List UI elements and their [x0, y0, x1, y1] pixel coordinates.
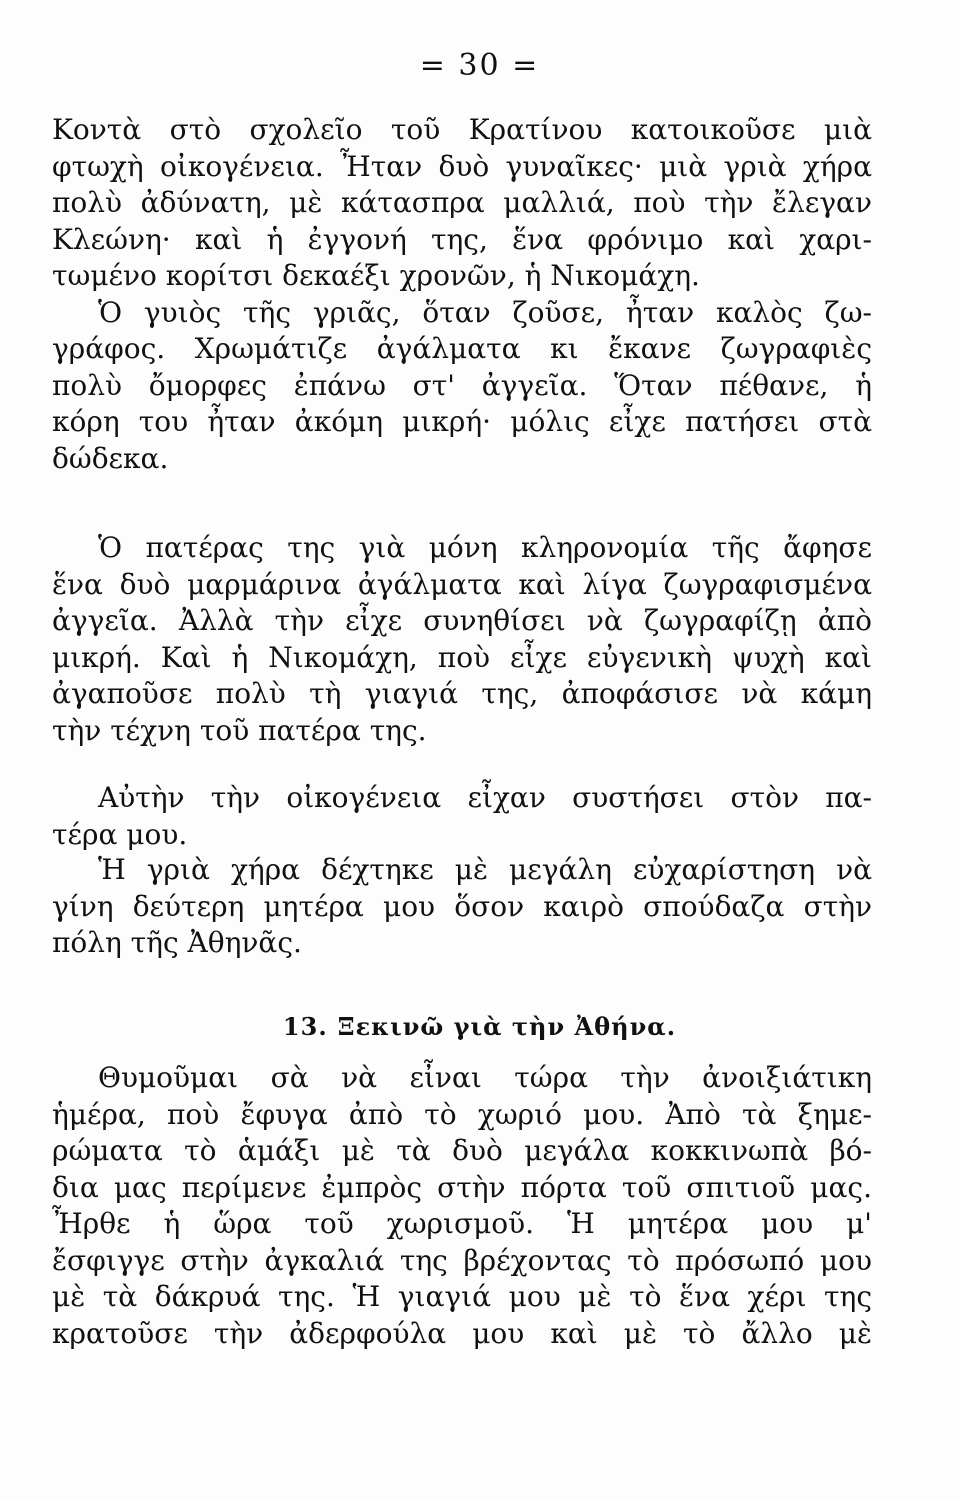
text-line: γράφος. Χρωμάτιζε ἀγάλματα κι ἔκανε ζωγραφιὲς	[52, 332, 872, 365]
text-line: Αὐτὴν τὴν οἰκογένεια εἶχαν συστήσει στὸν πα-	[98, 781, 872, 814]
text-line: φτωχὴ οἰκογένεια. Ἦταν δυὸ γυναῖκες· μιὰ γριὰ χήρα	[52, 149, 872, 183]
text-line: Ὁ γυιὸς τῆς γριᾶς, ὅταν ζοῦσε, ἦταν καλὸς ζω-	[98, 295, 872, 329]
text-line: Ἡ γριὰ χήρα δέχτηκε μὲ μεγάλη εὐχαρίστηση νὰ	[98, 853, 872, 886]
text-line: δια μας περίμενε ἐμπρὸς στὴν πόρτα τοῦ σπιτιοῦ μας.	[52, 1170, 872, 1204]
text-line: Κοντὰ στὸ σχολεῖο τοῦ Κρατίνου κατοικοῦσε μιὰ	[52, 113, 872, 146]
paragraph-2	[52, 530, 872, 749]
text-line: πολὺ ὄμορφες ἐπάνω στ' ἀγγεῖα. Ὅταν πέθανε, ἡ	[52, 368, 872, 402]
text-line: ρώματα τὸ ἁμάξι μὲ τὰ δυὸ μεγάλα κοκκινωπὰ βό-	[52, 1134, 872, 1167]
paragraph-1	[52, 112, 872, 477]
paragraph-3	[52, 780, 872, 853]
text-line: Κλεώνη· καὶ ἡ ἐγγονή της, ἕνα φρόνιμο καὶ χαρι-	[52, 222, 872, 256]
text-line: δώδεκα.	[52, 441, 169, 475]
text-line: μικρή. Καὶ ἡ Νικομάχη, ποὺ εἶχε εὐγενικὴ ψυχὴ καὶ	[52, 640, 872, 674]
page-number: = 30 =	[419, 48, 540, 83]
text-line: τωμένο κορίτσι δεκαέξι χρονῶν, ἡ Νικομάχη.	[52, 259, 700, 292]
text-line: κόρη του ἦταν ἀκόμη μικρή· μόλις εἶχε πατήσει στὰ	[52, 405, 872, 438]
text-line: Θυμοῦμαι σὰ νὰ εἶναι τώρα τὴν ἀνοιξιάτικη	[98, 1061, 872, 1094]
section-title: Ξεκινῶ γιὰ τὴν Ἀθήνα.	[337, 1012, 677, 1041]
section-number: 13.	[282, 1012, 328, 1041]
text-line: ἀγαποῦσε πολὺ τὴ γιαγιά της, ἀποφάσισε νὰ κάμη	[52, 677, 872, 710]
section-heading	[0, 1012, 959, 1041]
text-line: ἔσφιγγε στὴν ἀγκαλιά της βρέχοντας τὸ πρόσωπό μου	[52, 1243, 872, 1277]
text-line: κρατοῦσε τὴν ἀδερφούλα μου καὶ μὲ τὸ ἄλλο μὲ	[52, 1316, 872, 1350]
paragraph-5	[52, 1060, 872, 1352]
text-line: Ὁ πατέρας της γιὰ μόνη κληρονομία τῆς ἄφησε	[98, 531, 872, 564]
text-line: πολὺ ἀδύνατη, μὲ κάτασπρα μαλλιά, ποὺ τὴν ἔλεγαν	[52, 186, 872, 219]
text-line: γίνη δεύτερη μητέρα μου ὅσον καιρὸ σπούδαζα στὴν	[52, 889, 872, 923]
text-line: ἡμέρα, ποὺ ἔφυγα ἀπὸ τὸ χωριό μου. Ἀπὸ τὰ ξημε-	[52, 1097, 872, 1131]
text-line: ἕνα δυὸ μαρμάρινα ἀγάλματα καὶ λίγα ζωγραφισμένα	[52, 567, 872, 601]
text-line: Ἦρθε ἡ ὥρα τοῦ χωρισμοῦ. Ἡ μητέρα μου μ'	[52, 1207, 872, 1240]
text-line: μὲ τὰ δάκρυά της. Ἡ γιαγιά μου μὲ τὸ ἕνα χέρι της	[52, 1280, 872, 1313]
text-line: ἀγγεῖα. Ἀλλὰ τὴν εἶχε συνηθίσει νὰ ζωγραφίζῃ ἀπὸ	[52, 604, 872, 637]
text-line: τέρα μου.	[52, 817, 188, 851]
text-line: τὴν τέχνη τοῦ πατέρα της.	[52, 713, 427, 747]
paragraph-4	[52, 852, 872, 962]
text-line: πόλη τῆς Ἀθηνᾶς.	[52, 926, 302, 959]
